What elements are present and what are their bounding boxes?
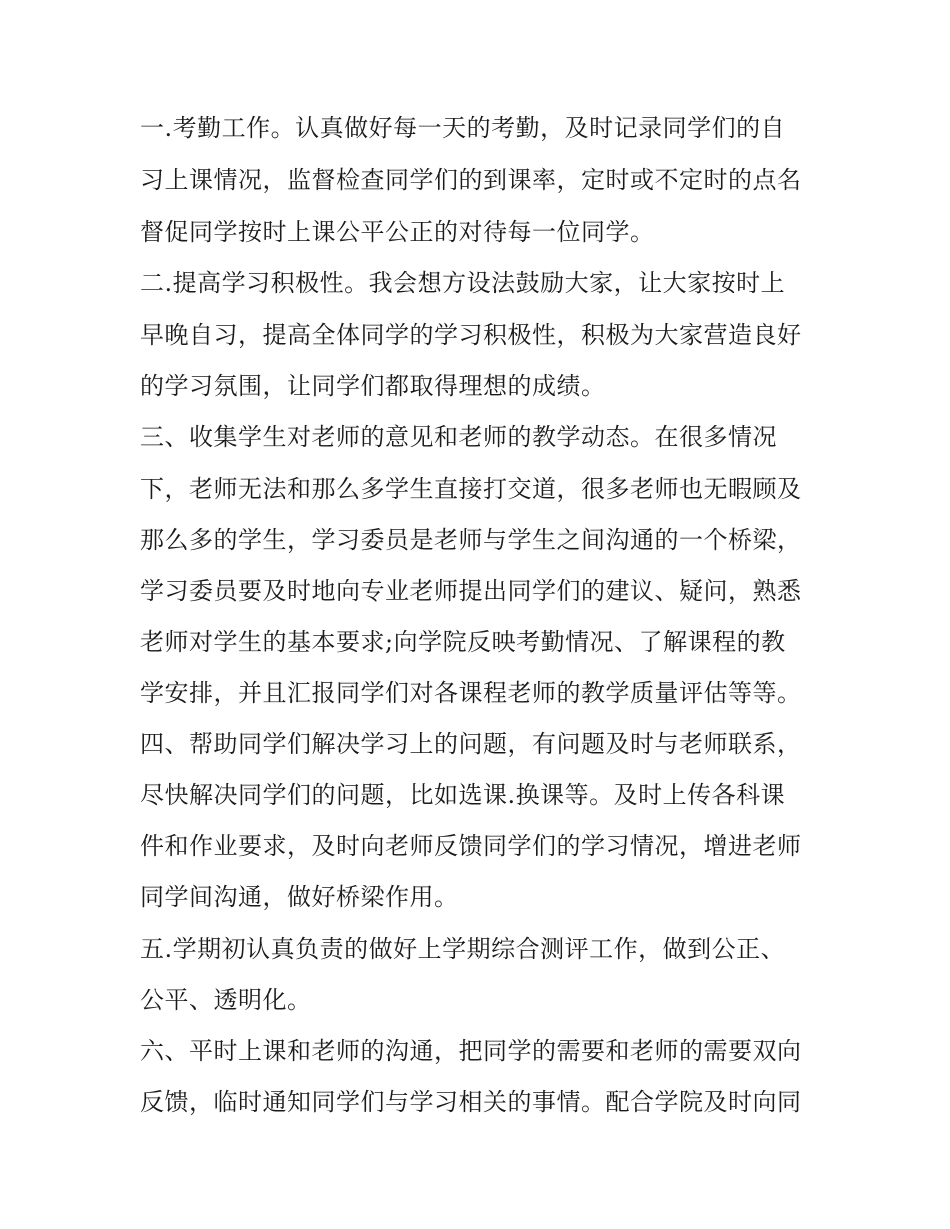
text-line: 三、收集学生对老师的意见和老师的教学动态。在很多情况 [140, 423, 777, 451]
text-line: 尽快解决同学们的问题，比如选课.换课等。及时上传各科课 [140, 781, 786, 809]
text-line: 反馈，临时通知同学们与学习相关的事情。配合学院及时向同 [140, 1088, 802, 1116]
text-line: 学习委员要及时地向专业老师提出同学们的建议、疑问，熟悉 [140, 577, 802, 605]
text-line: 那么多的学生，学习委员是老师与学生之间沟通的一个桥梁， [140, 526, 802, 554]
text-line: 早晚自习，提高全体同学的学习积极性，积极为大家营造良好 [140, 321, 802, 349]
text-line: 督促同学按时上课公平公正的对待每一位同学。 [140, 218, 655, 246]
text-line: 二.提高学习积极性。我会想方设法鼓励大家，让大家按时上 [140, 269, 786, 297]
text-line: 公平、透明化。 [140, 986, 312, 1014]
text-line: 一.考勤工作。认真做好每一天的考勤，及时记录同学们的自 [140, 114, 786, 142]
text-line: 老师对学生的基本要求;向学院反映考勤情况、了解课程的教 [140, 628, 786, 656]
text-line: 四、帮助同学们解决学习上的问题，有问题及时与老师联系， [140, 730, 802, 758]
text-line: 习上课情况，监督检查同学们的到课率，定时或不定时的点名 [140, 166, 802, 194]
text-line: 六、平时上课和老师的沟通，把同学的需要和老师的需要双向 [140, 1037, 802, 1065]
text-line: 五.学期初认真负责的做好上学期综合测评工作，做到公正、 [140, 935, 786, 963]
text-line: 的学习氛围，让同学们都取得理想的成绩。 [140, 372, 606, 400]
text-line: 件和作业要求，及时向老师反馈同学们的学习情况，增进老师 [140, 832, 802, 860]
text-line: 同学间沟通，做好桥梁作用。 [140, 883, 459, 911]
text-line: 下，老师无法和那么多学生直接打交道，很多老师也无暇顾及 [140, 475, 802, 503]
text-line: 学安排，并且汇报同学们对各课程老师的教学质量评估等等。 [140, 679, 802, 707]
